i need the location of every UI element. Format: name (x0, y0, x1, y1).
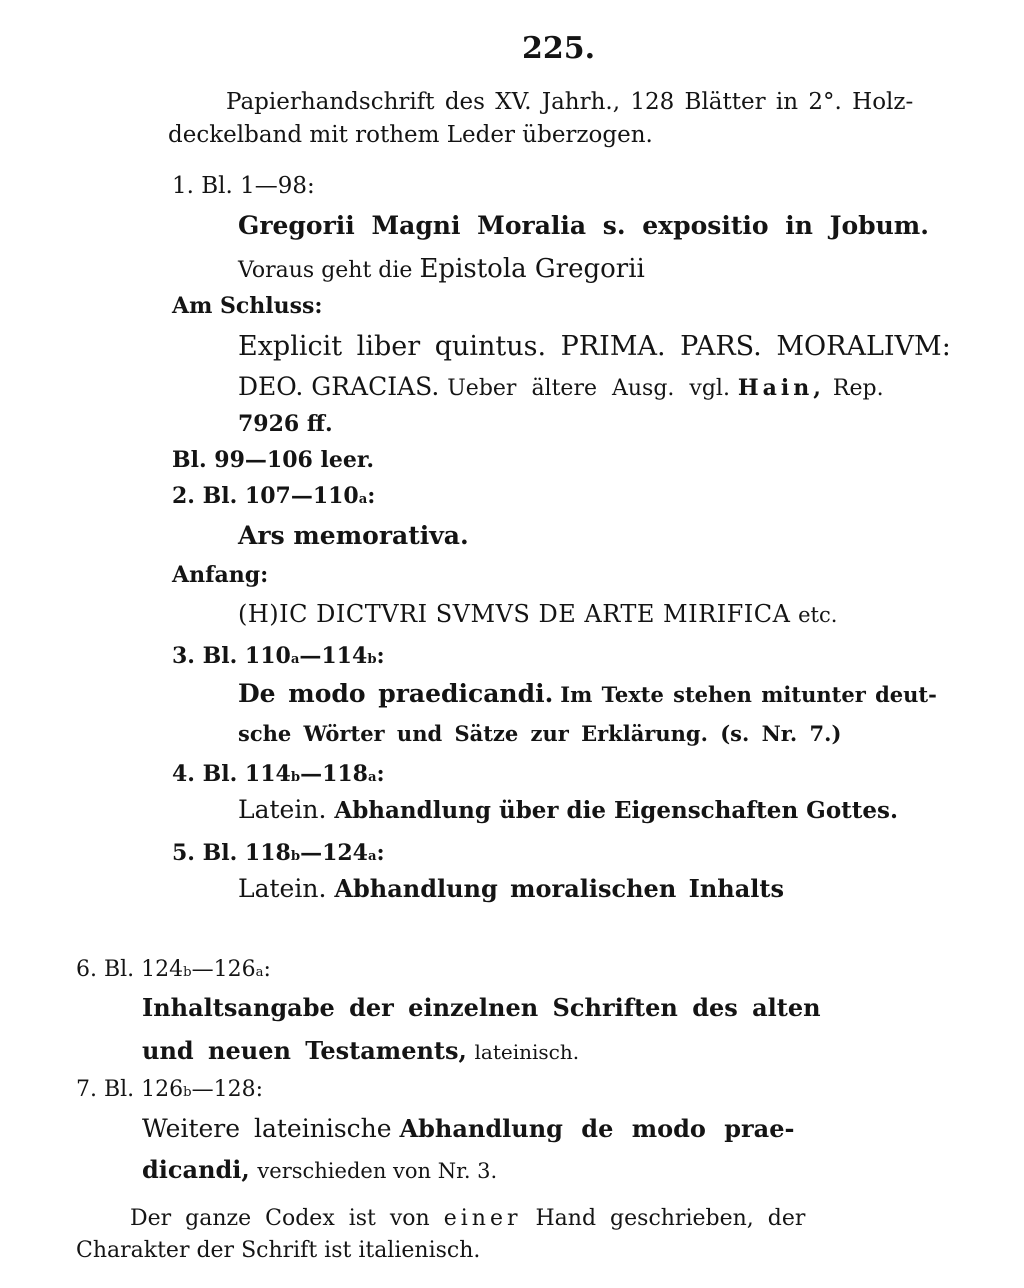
entry-1-closing-2d: Rep. (832, 376, 884, 401)
entry-2-ref-a: 2. Bl. 107—110 (172, 483, 359, 509)
entry-5-lang: Latein. (238, 874, 327, 903)
entry-3-ref-a: 3. Bl. 110 (172, 643, 291, 669)
entry-2-opening-etc: etc. (798, 603, 838, 627)
entry-3-desc-2: sche Wörter und Sätze zur Erklärung. (s. Nr. 7.) (238, 721, 842, 746)
entry-2-opening (238, 602, 837, 626)
entry-6-ref-b: —126 (191, 957, 256, 982)
entry-7-desc-a: Weitere lateinische (142, 1114, 392, 1143)
entry-5-ref-a: 5. Bl. 118 (172, 840, 291, 866)
entry-2-ref (172, 485, 375, 507)
entry-4-ref-sup-2: a (368, 770, 377, 785)
entry-2-ref-sup: a (358, 492, 368, 507)
entry-2-opening-label: Anfang: (172, 562, 269, 588)
entry-6-ref-sup-1: b (183, 965, 192, 980)
header-line-2: deckelband mit rothem Leder überzogen. (168, 122, 653, 148)
entry-6-ref-c: : (263, 957, 271, 982)
entry-7-title-a: Abhandlung de modo prae- (399, 1114, 795, 1143)
entry-3-ref-b: —114 (299, 643, 368, 669)
entry-3-line-1 (238, 681, 937, 707)
entry-6-ref (76, 959, 271, 981)
entry-5-ref-sup-2: a (368, 849, 377, 864)
entry-3-ref-sup-1: a (290, 652, 300, 667)
entry-5-ref-sup-1: b (290, 849, 301, 864)
entry-3-desc-1: Im Texte stehen mitunter deut- (560, 682, 937, 707)
entry-1-note-a: Voraus geht die (238, 258, 413, 283)
entry-6-ref-sup-2: a (255, 965, 264, 980)
entry-4-ref-a: 4. Bl. 114 (172, 761, 291, 787)
entry-1-closing-line-1: Explicit liber quintus. PRIMA. PARS. MORALIVM: (238, 331, 951, 362)
entry-6-title-2: und neuen Testaments, (142, 1036, 467, 1065)
entry-3-ref-sup-2: b (367, 652, 377, 667)
page-number: 225. (522, 31, 596, 66)
entry-1-title: Gregorii Magni Moralia s. expositio in Jobum. (238, 211, 929, 240)
entry-1-closing-2a: DEO. GRACIAS. (238, 372, 440, 401)
entry-3-title: De modo praedicandi. (238, 679, 554, 708)
entry-2-ref-b: : (367, 483, 376, 509)
entry-4-lang: Latein. (238, 795, 327, 824)
entry-5-line (238, 876, 784, 901)
entry-7-ref-sup: b (183, 1085, 192, 1100)
entry-4-ref (172, 763, 385, 785)
entry-1-closing-label: Am Schluss: (172, 293, 323, 319)
entry-4-line (238, 797, 898, 822)
entry-7-ref (76, 1079, 263, 1101)
header-line-1: Papierhandschrift des XV. Jahrh., 128 Blätter in 2°. Holz- (226, 89, 914, 115)
entry-2-opening-text: (H)IC DICTVRI SVMVS DE ARTE MIRIFICA (238, 600, 791, 628)
entry-1-closing-2c: Hain, (737, 375, 825, 401)
entry-5-ref (172, 842, 385, 864)
entry-2-title: Ars memorativa. (238, 521, 469, 550)
entry-6-lang: lateinisch. (474, 1040, 580, 1064)
entry-1-closing-2b: Ueber ältere Ausg. vgl. (447, 376, 730, 401)
footer-line-1b: einer (443, 1206, 522, 1231)
entry-4-ref-c: : (376, 761, 385, 787)
entry-7-line-2 (142, 1155, 498, 1184)
footer-line-2: Charakter der Schrift ist italienisch. (76, 1238, 481, 1263)
entry-1-closing-line-2 (238, 374, 884, 400)
entry-7-line-1 (142, 1116, 794, 1141)
entry-4-title: Abhandlung über die Eigenschaften Gottes. (334, 797, 898, 824)
entry-4-ref-b: —118 (300, 761, 368, 787)
footer-line-1a: Der ganze Codex ist von (130, 1206, 430, 1231)
entry-7-desc-b: verschieden von Nr. 3. (257, 1159, 498, 1183)
entry-1-note-b: Epistola Gregorii (419, 254, 645, 284)
entry-6-title-1: Inhaltsangabe der einzelnen Schriften des alten (142, 993, 821, 1022)
entry-3-ref-c: : (376, 643, 385, 669)
entry-1-note (238, 256, 645, 282)
entry-5-ref-b: —124 (300, 840, 368, 866)
entry-7-title-b: dicandi, (142, 1155, 250, 1184)
entry-5-title: Abhandlung moralischen Inhalts (334, 874, 785, 903)
entry-6-line-2 (142, 1036, 580, 1065)
entry-7-ref-a: 7. Bl. 126 (76, 1077, 184, 1102)
entry-1-closing-line-3: 7926 ff. (238, 411, 333, 437)
entry-5-ref-c: : (376, 840, 385, 866)
entry-3-ref (172, 645, 385, 667)
footer-line-1 (130, 1208, 805, 1230)
footer-line-1c: Hand geschrieben, der (535, 1206, 806, 1231)
entry-7-ref-b: —128: (191, 1077, 264, 1102)
entry-4-ref-sup-1: b (290, 770, 301, 785)
entry-1-ref: 1. Bl. 1—98: (172, 173, 315, 199)
entry-6-ref-a: 6. Bl. 124 (76, 957, 184, 982)
entry-1-empty-leaves: Bl. 99—106 leer. (172, 447, 375, 473)
